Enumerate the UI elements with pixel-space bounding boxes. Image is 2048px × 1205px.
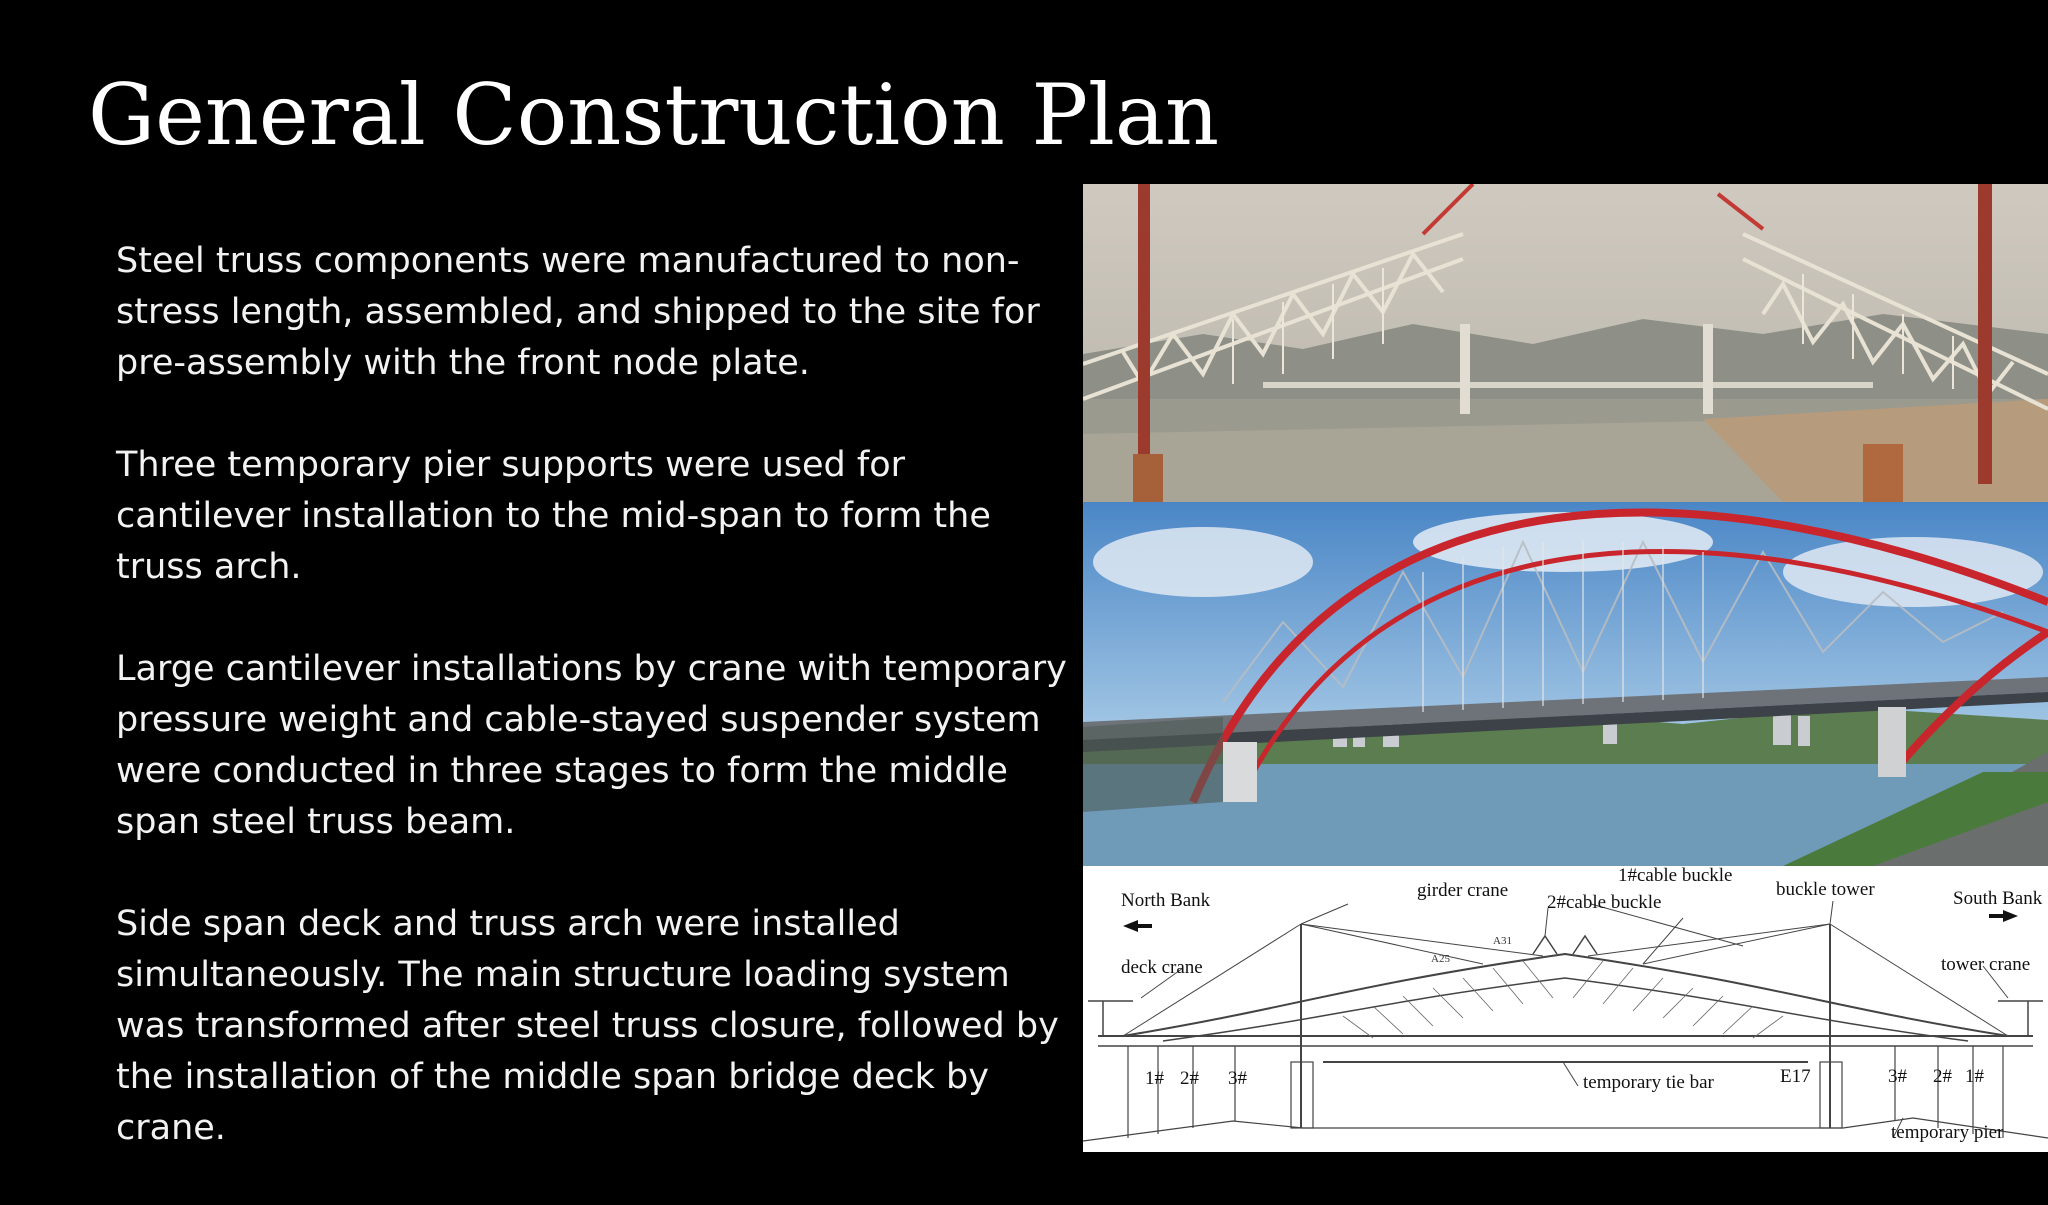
completed-bridge-photo: [1083, 502, 2048, 866]
pier-2-left-label: 2#: [1180, 1068, 1199, 1089]
pier-1-left-label: 1#: [1145, 1068, 1164, 1089]
construction-photo: [1083, 184, 2048, 502]
node-e17-label: E17: [1780, 1066, 1811, 1087]
buckle-tower-label: buckle tower: [1776, 879, 1875, 900]
temporary-tie-bar-label: temporary tie bar: [1583, 1072, 1714, 1093]
paragraph-fabrication: Steel truss components were manufactured to non-stress length, assembled, and shipped to the site for pre-assembly with the front node plate.: [116, 241, 1040, 383]
pier-3-right-label: 3#: [1888, 1066, 1907, 1087]
paragraph-side-span: Side span deck and truss arch were installed simultaneously. The main structure loading system was transformed after steel truss closure, followed by the installation of the middle span bridge deck by crane.: [116, 904, 1059, 1148]
paragraph-temporary-piers: Three temporary pier supports were used for cantilever installation to the mid-span to form the truss arch.: [116, 445, 991, 587]
slide-title: General Construction Plan: [88, 66, 1220, 164]
pier-1-right-label: 1#: [1965, 1066, 1984, 1087]
tower-crane-label: tower crane: [1941, 954, 2031, 975]
construction-diagram: [1083, 866, 2048, 1152]
construction-diagram-drawing: [1083, 866, 2048, 1152]
deck-crane-label: deck crane: [1121, 957, 1203, 978]
paragraph-cantilever-stages: Large cantilever installations by crane with temporary pressure weight and cable-stayed suspender system were conducted in three stages to form the middle span steel truss beam.: [116, 649, 1067, 842]
node-a25-label: A25: [1431, 953, 1450, 965]
construction-photo-image: [1083, 184, 2048, 502]
body-text: [116, 236, 1076, 1205]
pier-2-right-label: 2#: [1933, 1066, 1952, 1087]
completed-bridge-image: [1083, 502, 2048, 866]
node-a31-label: A31: [1493, 935, 1512, 947]
south-bank-label: South Bank: [1953, 888, 2043, 909]
girder-crane-label: girder crane: [1417, 880, 1509, 901]
temporary-pier-label: temporary pier: [1891, 1122, 2004, 1143]
pier-3-left-label: 3#: [1228, 1068, 1247, 1089]
north-bank-label: North Bank: [1121, 890, 1211, 911]
cable-buckle-2-label: 2#cable buckle: [1547, 892, 1662, 913]
cable-buckle-1-label: 1#cable buckle: [1618, 866, 1733, 886]
